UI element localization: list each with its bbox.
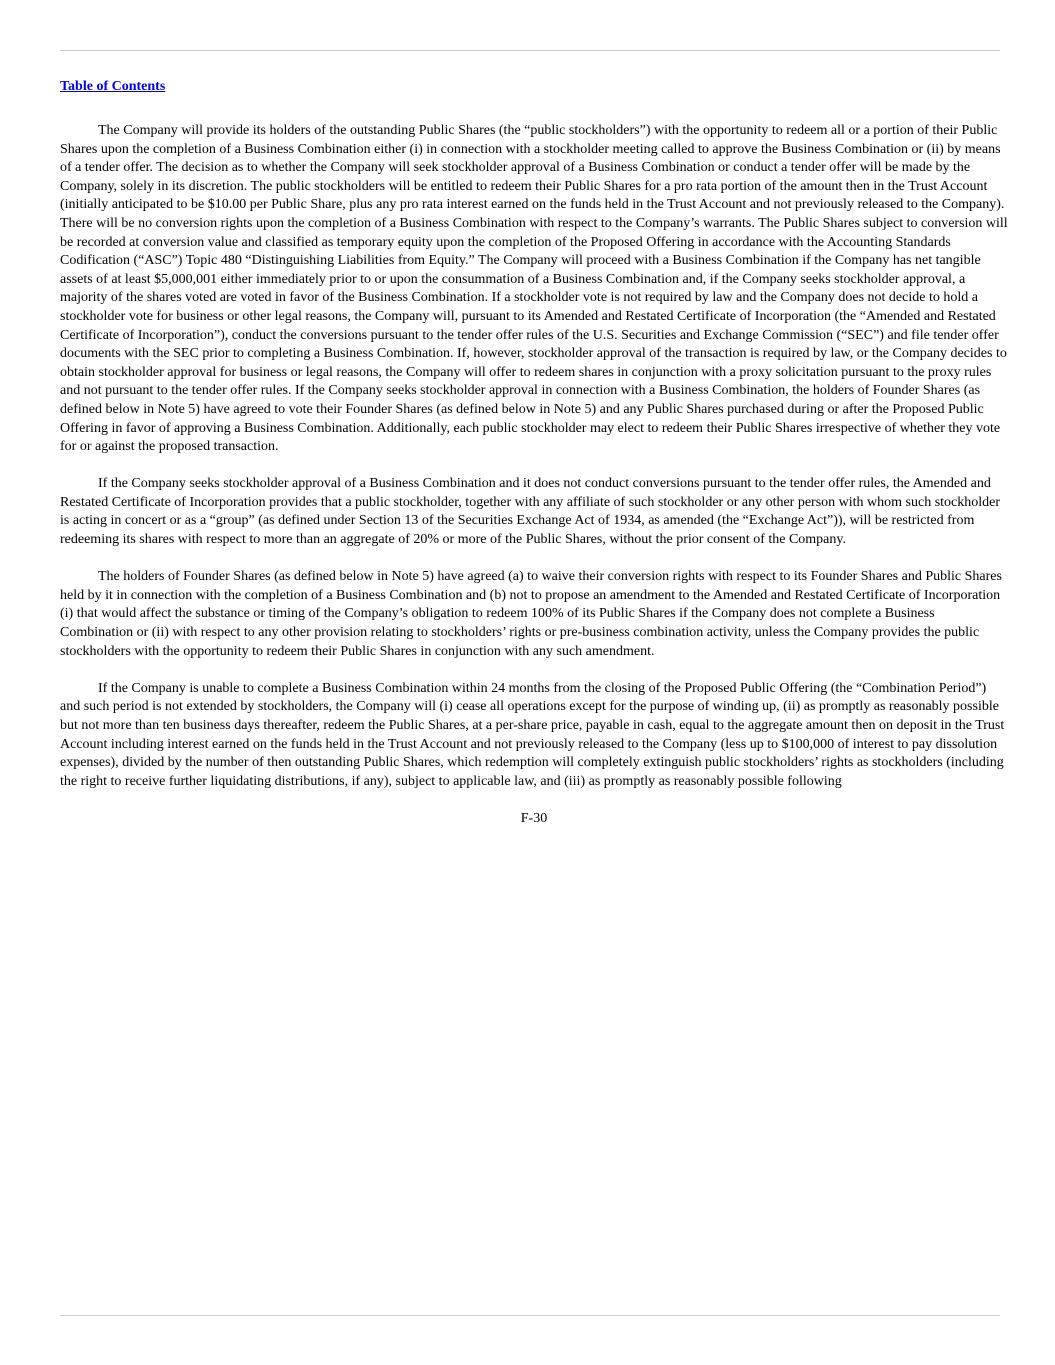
document-body	[60, 122, 1008, 829]
top-divider	[60, 50, 1000, 51]
bottom-divider	[60, 1315, 1000, 1316]
table-of-contents-link[interactable]: Table of Contents	[60, 79, 166, 94]
paragraph-redemption-rights: The Company will provide its holders of the outstanding Public Shares (the “public stockholders”) with the opportunity to redeem all or a portion of their Public Shares upon the completion of a Business Combination either (i) in connection with a stockholder meeting called to approve the Business Combination or (ii) by means of a tender offer. The decision as to whether the Company will seek stockholder approval of a Business Combination or conduct a tender offer will be made by the Company, solely in its discretion. The public stockholders will be entitled to redeem their Public Shares for a pro rata portion of the amount then in the Trust Account (initially anticipated to be $10.00 per Public Share, plus any pro rata interest earned on the funds held in the Trust Account and not previously released to the Company). There will be no conversion rights upon the completion of a Business Combination with respect to the Company’s warrants. The Public Shares subject to conversion will be recorded at conversion value and classified as temporary equity upon the completion of the Proposed Offering in accordance with the Accounting Standards Codification (“ASC”) Topic 480 “Distinguishing Liabilities from Equity.” The Company will proceed with a Business Combination if the Company has net tangible assets of at least $5,000,001 either immediately prior to or upon the consummation of a Business Combination and, if the Company seeks stockholder approval, a majority of the shares voted are voted in favor of the Business Combination. If a stockholder vote is not required by law and the Company does not decide to hold a stockholder vote for business or other legal reasons, the Company will, pursuant to its Amended and Restated Certificate of Incorporation (the “Amended and Restated Certificate of Incorporation”), conduct the conversions pursuant to the tender offer rules of the U.S. Securities and Exchange Commission (“SEC”) and file tender offer documents with the SEC prior to completing a Business Combination. If, however, stockholder approval of the transaction is required by law, or the Company decides to obtain stockholder approval for business or legal reasons, the Company will offer to redeem shares in conjunction with a proxy solicitation pursuant to the proxy rules and not pursuant to the tender offer rules. If the Company seeks stockholder approval in connection with a Business Combination, the holders of Founder Shares (as defined below in Note 5) have agreed to vote their Founder Shares (as defined below in Note 5) and any Public Shares purchased during or after the Proposed Public Offering in favor of approving a Business Combination. Additionally, each public stockholder may elect to redeem their Public Shares irrespective of whether they vote for or against the proposed transaction.	[60, 123, 1008, 455]
paragraph-redemption-restriction: If the Company seeks stockholder approval of a Business Combination and it does not conduct conversions pursuant to the tender offer rules, the Amended and Restated Certificate of Incorporation provides that a public stockholder, together with any affiliate of such stockholder or any other person with whom such stockholder is acting in concert or as a “group” (as defined under Section 13 of the Securities Exchange Act of 1934, as amended (the “Exchange Act”)), will be restricted from redeeming its shares with respect to more than an aggregate of 20% or more of the Public Shares, without the prior consent of the Company.	[60, 476, 1001, 548]
page-number: F-30	[520, 810, 548, 826]
paragraph-founder-shares: The holders of Founder Shares (as defined below in Note 5) have agreed (a) to waive their conversion rights with respect to its Founder Shares and Public Shares held by it in connection with the completion of a Business Combination and (b) not to propose an amendment to the Amended and Restated Certificate of Incorporation (i) that would affect the substance or timing of the Company’s obligation to redeem 100% of its Public Shares if the Company does not complete a Business Combination or (ii) with respect to any other provision relating to stockholders’ rights or pre-business combination activity, unless the Company provides the public stockholders with the opportunity to redeem their Public Shares in conjunction with any such amendment.	[60, 569, 1002, 659]
paragraph-combination-period: If the Company is unable to complete a Business Combination within 24 months from the closing of the Proposed Public Offering (the “Combination Period”) and such period is not extended by stockholders, the Company will (i) cease all operations except for the purpose of winding up, (ii) as promptly as reasonably possible but not more than ten business days thereafter, redeem the Public Shares, at a per-share price, payable in cash, equal to the aggregate amount then on deposit in the Trust Account including interest earned on the funds held in the Trust Account and not previously released to the Company (less up to $100,000 of interest to pay dissolution expenses), divided by the number of then outstanding Public Shares, which redemption will completely extinguish public stockholders’ rights as stockholders (including the right to receive further liquidating distributions, if any), subject to applicable law, and (iii) as promptly as reasonably possible following	[60, 680, 1005, 789]
